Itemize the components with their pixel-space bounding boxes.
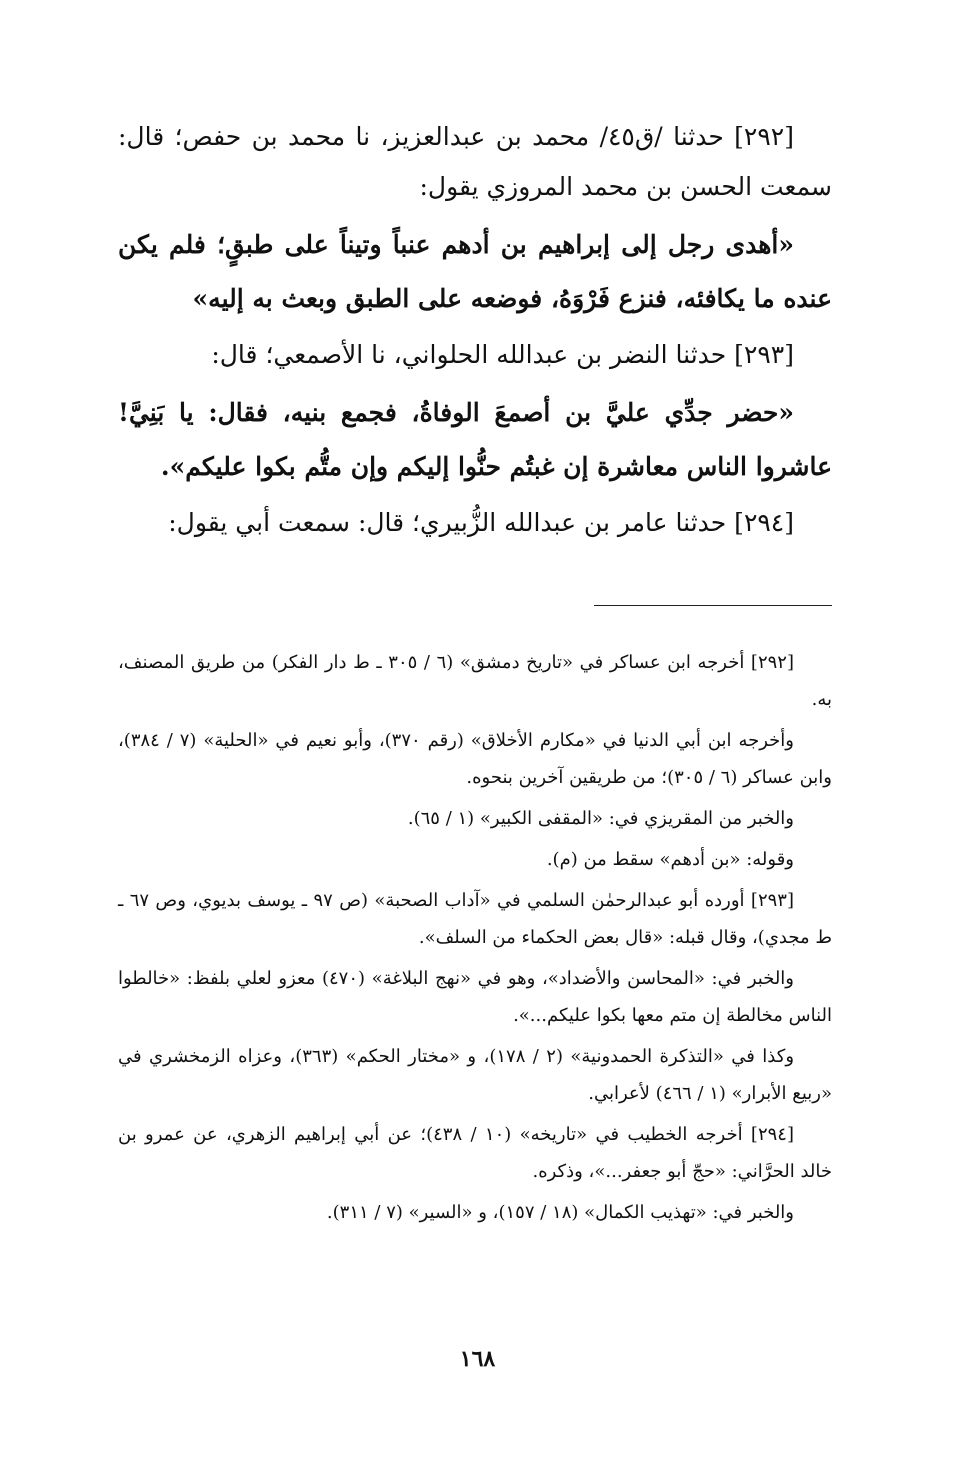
footnote-292-c: والخبر من المقريزي في: «المقفى الكبير» (١ / ٦٥). — [407, 808, 794, 829]
footnote-293-c: وكذا في «التذكرة الحمدونية» (٢ / ١٧٨)، و «مختار الحكم» (٣٦٣)، وعزاه الزمخشري في «ربيع الأبرار» (١ / ٤٦٦) لأعرابي. — [118, 1046, 832, 1104]
quote-293: «حضر جدِّي عليَّ بن أصمعَ الوفاةُ، فجمع بنيه، فقال: يا بَنِيَّ! عاشروا الناس معاشرة إن غبتُم حنُّوا إليكم وإن متُّم بكوا عليكم». — [118, 398, 832, 481]
page-number: ١٦٨ — [459, 1346, 496, 1372]
main-text — [118, 112, 832, 548]
footnote-292-d: وقوله: «بن أدهم» سقط من (م). — [546, 849, 794, 870]
quote-292: «أهدى رجل إلى إبراهيم بن أدهم عنباً وتيناً على طبقٍ؛ فلم يكن عنده ما يكافئه، فنزع فَرْوَهُ، فوضعه على الطبق وبعث به إليه» — [118, 230, 832, 313]
paragraph-293: [٢٩٣] حدثنا النضر بن عبدالله الحلواني، نا الأصمعي؛ قال: — [211, 340, 794, 369]
footnote-292: [٢٩٢] أخرجه ابن عساكر في «تاريخ دمشق» (٦ / ٣٠٥ ـ ط دار الفكر) من طريق المصنف، به. — [118, 652, 832, 710]
footnote-294: [٢٩٤] أخرجه الخطيب في «تاريخه» (١٠ / ٤٣٨)؛ عن أبي إبراهيم الزهري، عن عمرو بن خالد الحرَّاني: «حجّ أبو جعفر...»، وذكره. — [118, 1124, 832, 1182]
paragraph-292: [٢٩٢] حدثنا /ق٤٥/ محمد بن عبدالعزيز، نا محمد بن حفص؛ قال: سمعت الحسن بن محمد المروزي يقول: — [118, 122, 832, 201]
footnote-292-b: وأخرجه ابن أبي الدنيا في «مكارم الأخلاق» (رقم ٣٧٠)، وأبو نعيم في «الحلية» (٧ / ٣٨٤)، وابن عساكر (٦ / ٣٠٥)؛ من طريقين آخرين بنحوه. — [118, 730, 832, 788]
paragraph-294: [٢٩٤] حدثنا عامر بن عبدالله الزُّبيري؛ قال: سمعت أبي يقول: — [168, 508, 794, 537]
footnote-divider — [594, 605, 832, 606]
footnote-294-b: والخبر في: «تهذيب الكمال» (١٨ / ١٥٧)، و «السير» (٧ / ٣١١). — [326, 1202, 794, 1223]
footnotes — [118, 644, 832, 1235]
footnote-293-b: والخبر في: «المحاسن والأضداد»، وهو في «نهج البلاغة» (٤٧٠) معزو لعلي بلفظ: «خالطوا الناس مخالطة إن متم معها بكوا عليكم...». — [118, 968, 832, 1026]
footnote-293: [٢٩٣] أورده أبو عبدالرحمٰن السلمي في «آداب الصحبة» (ص ٩٧ ـ يوسف بديوي، وص ٦٧ ـ ط مجدي)، وقال قبله: «قال بعض الحكماء من السلف». — [118, 890, 832, 948]
